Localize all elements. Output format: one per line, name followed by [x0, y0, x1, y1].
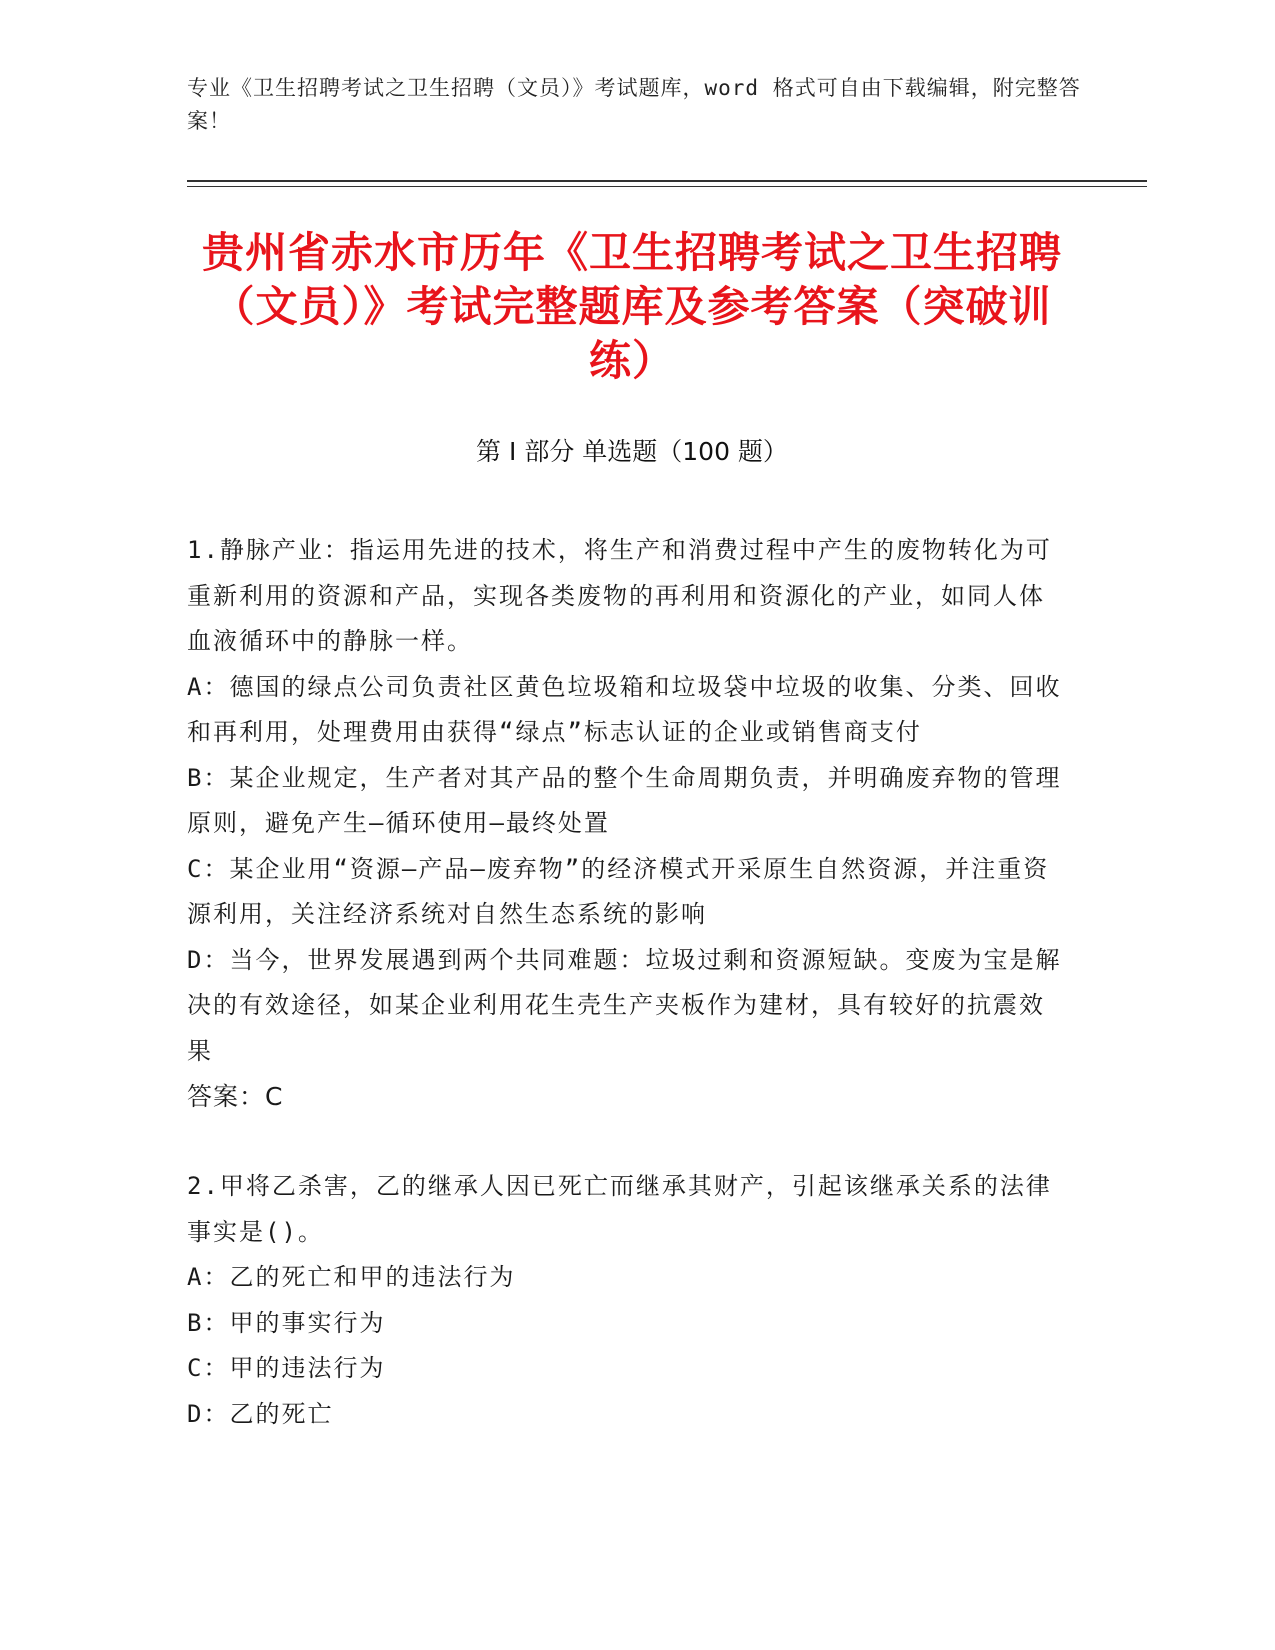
option-b: B：某企业规定，生产者对其产品的整个生命周期负责，并明确废弃物的管理原则，避免产生—循环使用—最终处置: [187, 763, 1062, 837]
answer: 答案：C: [187, 1082, 284, 1111]
option-d: D：乙的死亡: [187, 1399, 334, 1428]
question-item: [187, 528, 1067, 1119]
option-d: D：当今，世界发展遇到两个共同难题：垃圾过剩和资源短缺。变废为宝是解决的有效途径，如某企业利用花生壳生产夹板作为建材，具有较好的抗震效果: [187, 945, 1062, 1065]
question-stem: 1.静脉产业：指运用先进的技术，将生产和消费过程中产生的废物转化为可重新利用的资源和产品，实现各类废物的再利用和资源化的产业，如同人体血液循环中的静脉一样。: [187, 536, 1052, 655]
option-a: A：乙的死亡和甲的违法行为: [187, 1263, 516, 1291]
document-title: 贵州省赤水市历年《卫生招聘考试之卫生招聘（文员）》考试完整题库及参考答案（突破训练）: [201, 228, 1062, 385]
question-list: [187, 528, 1067, 1437]
option-c: C：甲的违法行为: [187, 1354, 386, 1382]
option-b: B：甲的事实行为: [187, 1308, 386, 1337]
option-a: A：德国的绿点公司负责社区黄色垃圾箱和垃圾袋中垃圾的收集、分类、回收和再利用，处理费用由获得“绿点”标志认证的企业或销售商支付: [187, 672, 1062, 746]
option-c: C：某企业用“资源—产品—废弃物”的经济模式开采原生自然资源，并注重资源利用，关注经济系统对自然生态系统的影响: [187, 854, 1050, 928]
header-note: 专业《卫生招聘考试之卫生招聘（文员）》考试题库，word 格式可自由下载编辑，附完整答案！: [187, 76, 1081, 133]
section-heading: 第 I 部分 单选题（100 题）: [476, 437, 788, 466]
question-item: [187, 1164, 1067, 1437]
question-stem: 2.甲将乙杀害，乙的继承人因已死亡而继承其财产，引起该继承关系的法律事实是()。: [187, 1172, 1052, 1246]
header-divider-thin: [187, 186, 1147, 187]
header-divider-thick: [187, 180, 1147, 182]
